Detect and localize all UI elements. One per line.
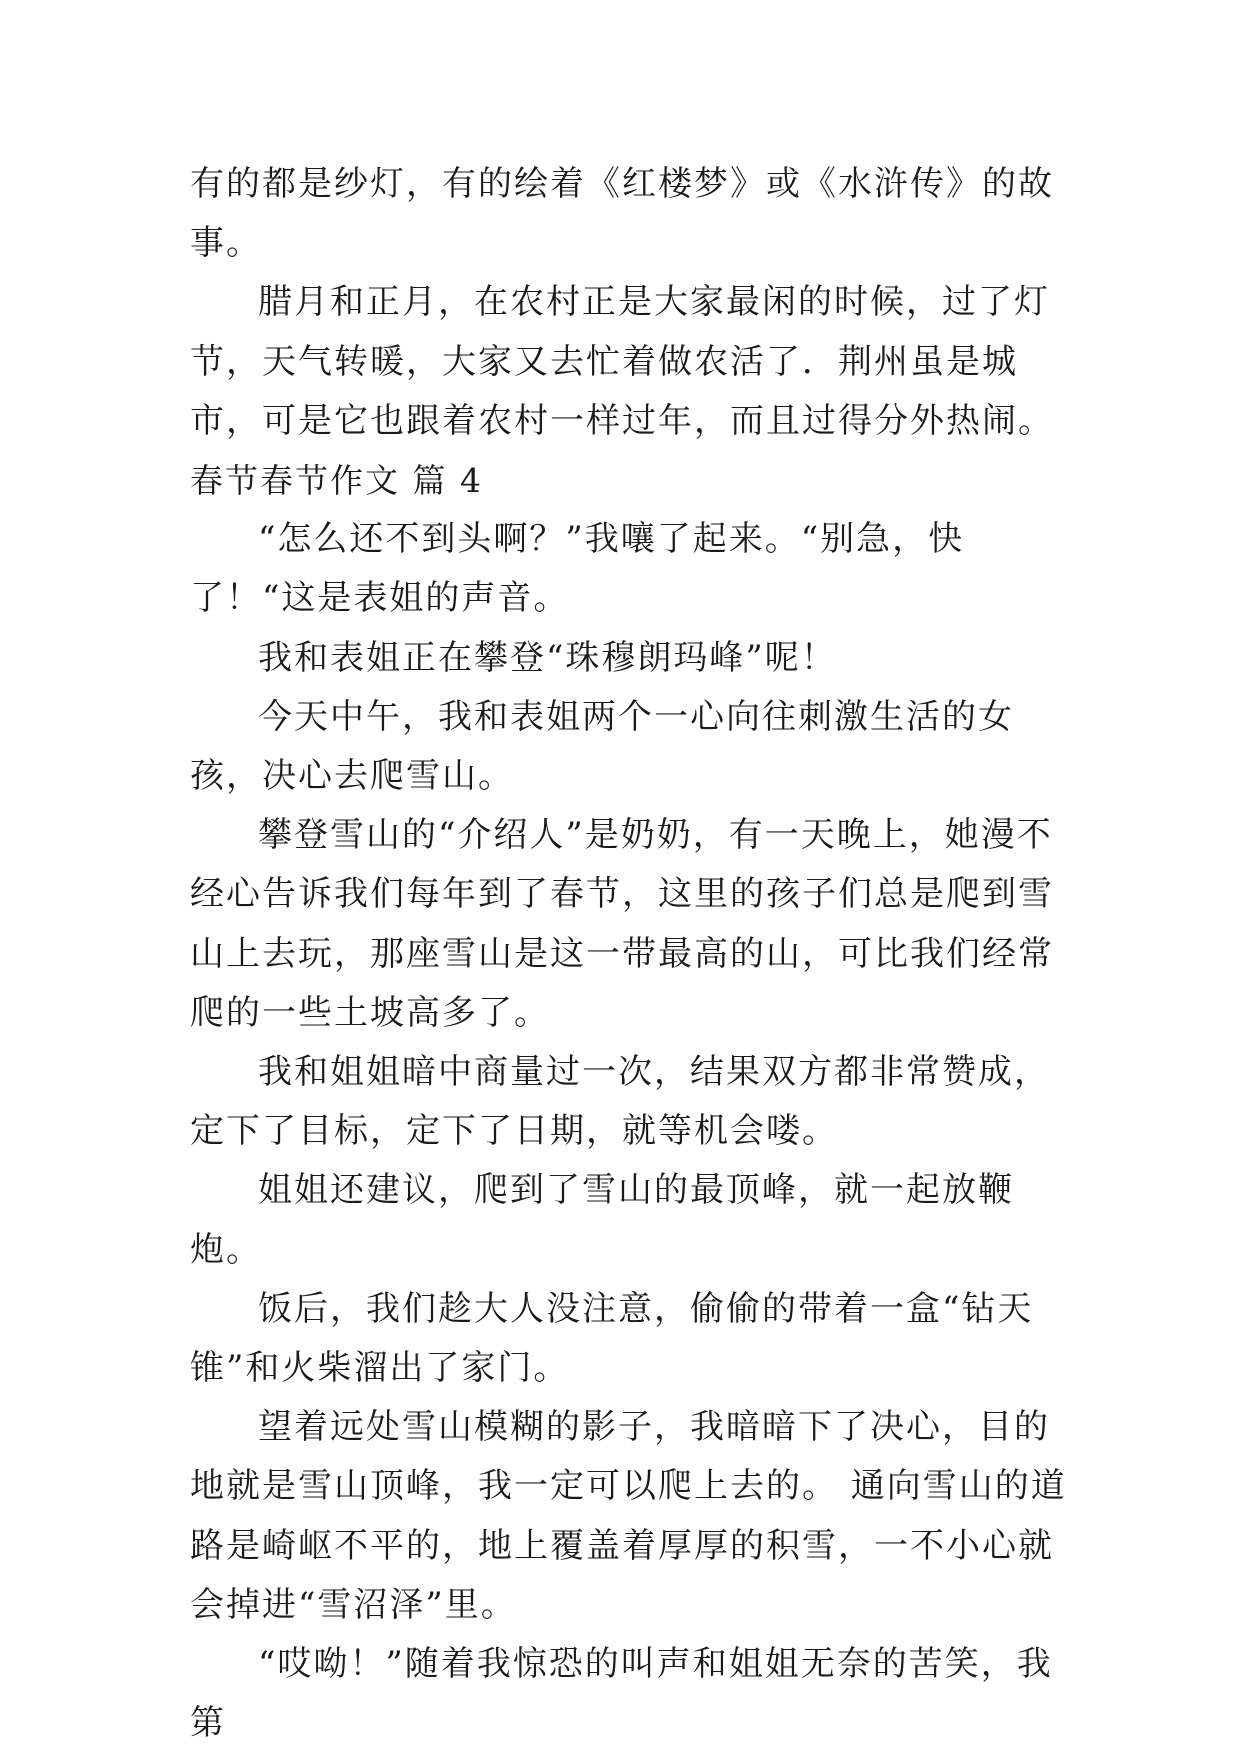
paragraph-7: 我和姐姐暗中商量过一次，结果双方都非常赞成，定下了目标，定下了日期，就等机会喽。 [190,1052,1050,1152]
section-heading: 春节春节作文 篇 4 [190,461,483,501]
paragraph-2: 腊月和正月，在农村正是大家最闲的时候，过了灯节，天气转暖，大家又去忙着做农活了．荆州虽是城市，可是它也跟着农村一样过年，而且过得分外热闹。 [190,282,1054,441]
paragraph-11: “哎呦！”随着我惊恐的叫声和姐姐无奈的苦笑，我第 [190,1644,1053,1744]
document-body [190,155,1070,1753]
paragraph-5: 今天中午，我和表姐两个一心向往刺激生活的女孩，决心去爬雪山。 [190,696,1014,797]
paragraph-6: 攀登雪山的“介绍人”是奶奶，有一天晚上，她漫不经心告诉我们每年到了春节，这里的孩子们总是爬到雪山上去玩，那座雪山是这一带最高的山，可比我们经常爬的一些土坡高多了。 [190,815,1054,1033]
paragraph-10: 望着远处雪山模糊的影子，我暗暗下了决心，目的地就是雪山顶峰，我一定可以爬上去的。 通向雪山的道路是崎岖不平的，地上覆盖着厚厚的积雪，一不小心就会掉进“雪沼泽”里。 [190,1407,1067,1625]
paragraph-8: 姐姐还建议，爬到了雪山的最顶峰，就一起放鞭炮。 [190,1170,1014,1270]
paragraph-1: 有的都是纱灯，有的绘着《红楼梦》或《水浒传》的故事。 [190,164,1054,264]
paragraph-3: “怎么还不到头啊？”我嚷了起来。“别急，快了！“这是表姐的声音。 [190,519,965,619]
paragraph-4: 我和表姐正在攀登“珠穆朗玛峰”呢！ [258,637,837,678]
paragraph-9: 饭后，我们趁大人没注意，偷偷的带着一盒“钻天锥”和火柴溜出了家门。 [190,1288,1034,1389]
